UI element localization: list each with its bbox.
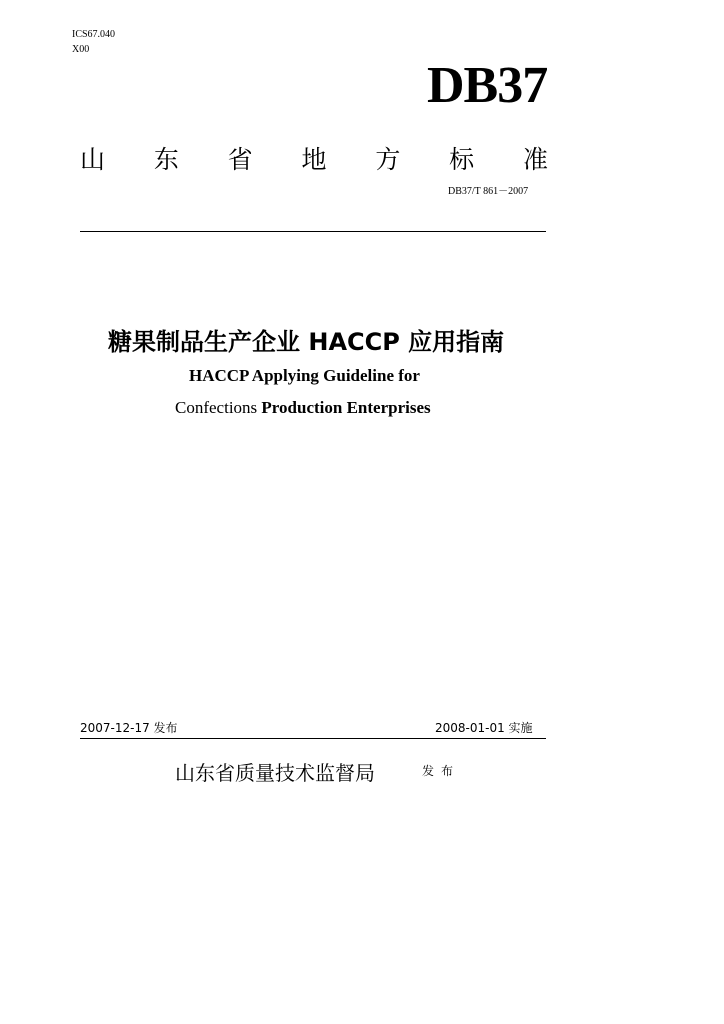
classification-code: X00 xyxy=(72,44,90,55)
local-standard-char: 标 xyxy=(449,145,475,174)
standard-number: DB37/T 861－2007 xyxy=(448,186,529,197)
local-standard-char: 地 xyxy=(301,145,327,174)
standard-code: DB37 xyxy=(427,57,548,114)
issuing-authority: 山东省质量技术监督局 xyxy=(175,761,375,785)
header-divider xyxy=(80,231,546,232)
local-standard-char: 省 xyxy=(227,145,253,174)
implementation-date: 2008-01-01 实施 xyxy=(435,721,533,735)
english-title-line-2 xyxy=(175,398,431,418)
local-standard-char: 准 xyxy=(522,145,548,174)
local-standard-label xyxy=(80,140,548,176)
english-title-normal-part: Confections xyxy=(175,398,262,417)
footer-divider xyxy=(80,738,546,739)
local-standard-char: 方 xyxy=(375,145,401,174)
issue-word: 发布 xyxy=(422,764,461,778)
local-standard-char: 东 xyxy=(153,145,179,174)
chinese-title: 糖果制品生产企业 HACCP 应用指南 xyxy=(108,328,505,356)
english-title-line-1: HACCP Applying Guideline for xyxy=(189,366,420,385)
ics-code: ICS67.040 xyxy=(72,29,116,40)
issue-date: 2007-12-17 发布 xyxy=(80,721,178,735)
english-title-bold-part: Production Enterprises xyxy=(261,398,431,417)
local-standard-char: 山 xyxy=(80,145,106,174)
